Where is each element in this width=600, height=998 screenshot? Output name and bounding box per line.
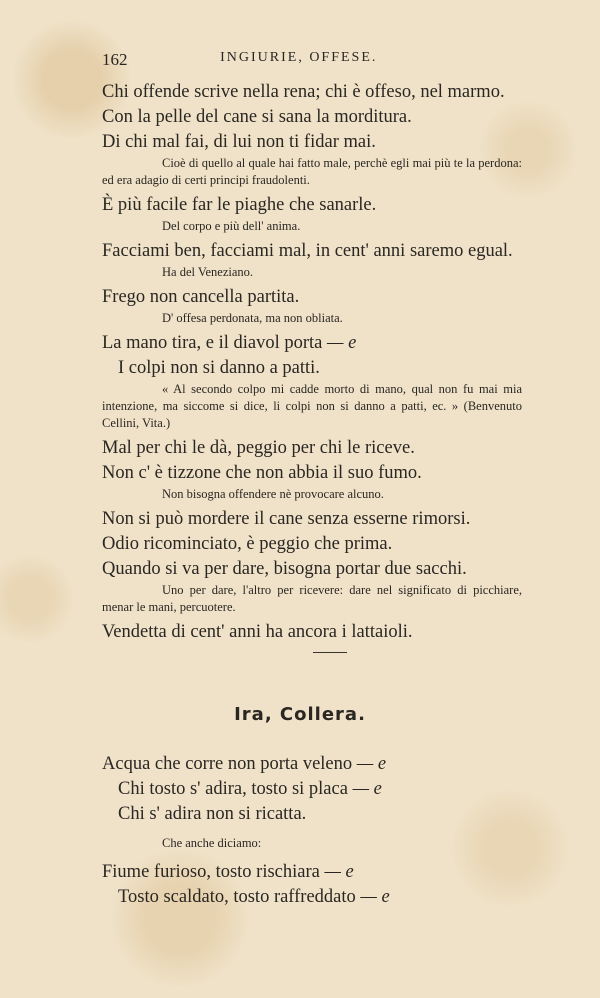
proverb: Con la pelle del cane si sana la morditura. xyxy=(102,107,412,127)
proverb: Chi s' adira non si ricatta. xyxy=(118,804,307,824)
section-title: Ira, Collera. xyxy=(234,704,366,725)
proverb: Chi tosto s' adira, tosto si placa — e xyxy=(118,779,382,799)
proverb-list xyxy=(102,80,522,645)
proverb-note: Non bisogna offendere nè provocare alcuno. xyxy=(162,487,384,501)
proverb: Chi offende scrive nella rena; chi è offeso, nel marmo. xyxy=(102,82,505,102)
proverb: Facciami ben, facciami mal, in cent' anni saremo egual. xyxy=(102,241,513,261)
proverb-note: Cioè di quello al quale hai fatto male, perchè egli mai più te la perdona: ed era adagio di certi principi fraudolenti. xyxy=(102,156,522,187)
proverb: È più facile far le piaghe che sanarle. xyxy=(102,195,377,215)
section-proverbs xyxy=(102,752,522,910)
proverb: Fiume furioso, tosto rischiara — e xyxy=(102,862,354,882)
proverb: Non si può mordere il cane senza esserne rimorsi. xyxy=(102,509,471,529)
page-header xyxy=(102,50,500,70)
proverb: Frego non cancella partita. xyxy=(102,287,300,307)
proverb-note: Uno per dare, l'altro per ricevere: dare nel significato di picchiare, menar le mani, percuotere. xyxy=(102,583,522,614)
proverb: Odio ricominciato, è peggio che prima. xyxy=(102,534,393,554)
proverb-note: Che anche diciamo: xyxy=(162,836,262,850)
proverb-note: D' offesa perdonata, ma non obliata. xyxy=(162,311,343,325)
proverb: Non c' è tizzone che non abbia il suo fumo. xyxy=(102,463,422,483)
proverb: Tosto scaldato, tosto raffreddato — e xyxy=(118,887,390,907)
proverb: Acqua che corre non porta veleno — e xyxy=(102,754,387,774)
page-number: 162 xyxy=(102,50,128,69)
proverb: Mal per chi le dà, peggio per chi le riceve. xyxy=(102,438,415,458)
proverb-note: Ha del Veneziano. xyxy=(162,265,254,279)
proverb: La mano tira, e il diavol porta — e xyxy=(102,333,357,353)
proverb-note: « Al secondo colpo mi cadde morto di mano, qual non fu mai mia intenzione, ma siccome si dice, li colpi non si danno a patti, ec. » (Benvenuto Cellini, Vita.) xyxy=(102,382,522,430)
running-title: INGIURIE, OFFESE. xyxy=(220,50,378,65)
proverb-note: Del corpo e più dell' anima. xyxy=(162,219,301,233)
section-divider xyxy=(313,652,347,653)
proverb: Quando si va per dare, bisogna portar due sacchi. xyxy=(102,559,467,579)
proverb: Vendetta di cent' anni ha ancora i lattaioli. xyxy=(102,622,413,642)
proverb: I colpi non si danno a patti. xyxy=(118,358,320,378)
proverb: Di chi mal fai, di lui non ti fidar mai. xyxy=(102,132,376,152)
